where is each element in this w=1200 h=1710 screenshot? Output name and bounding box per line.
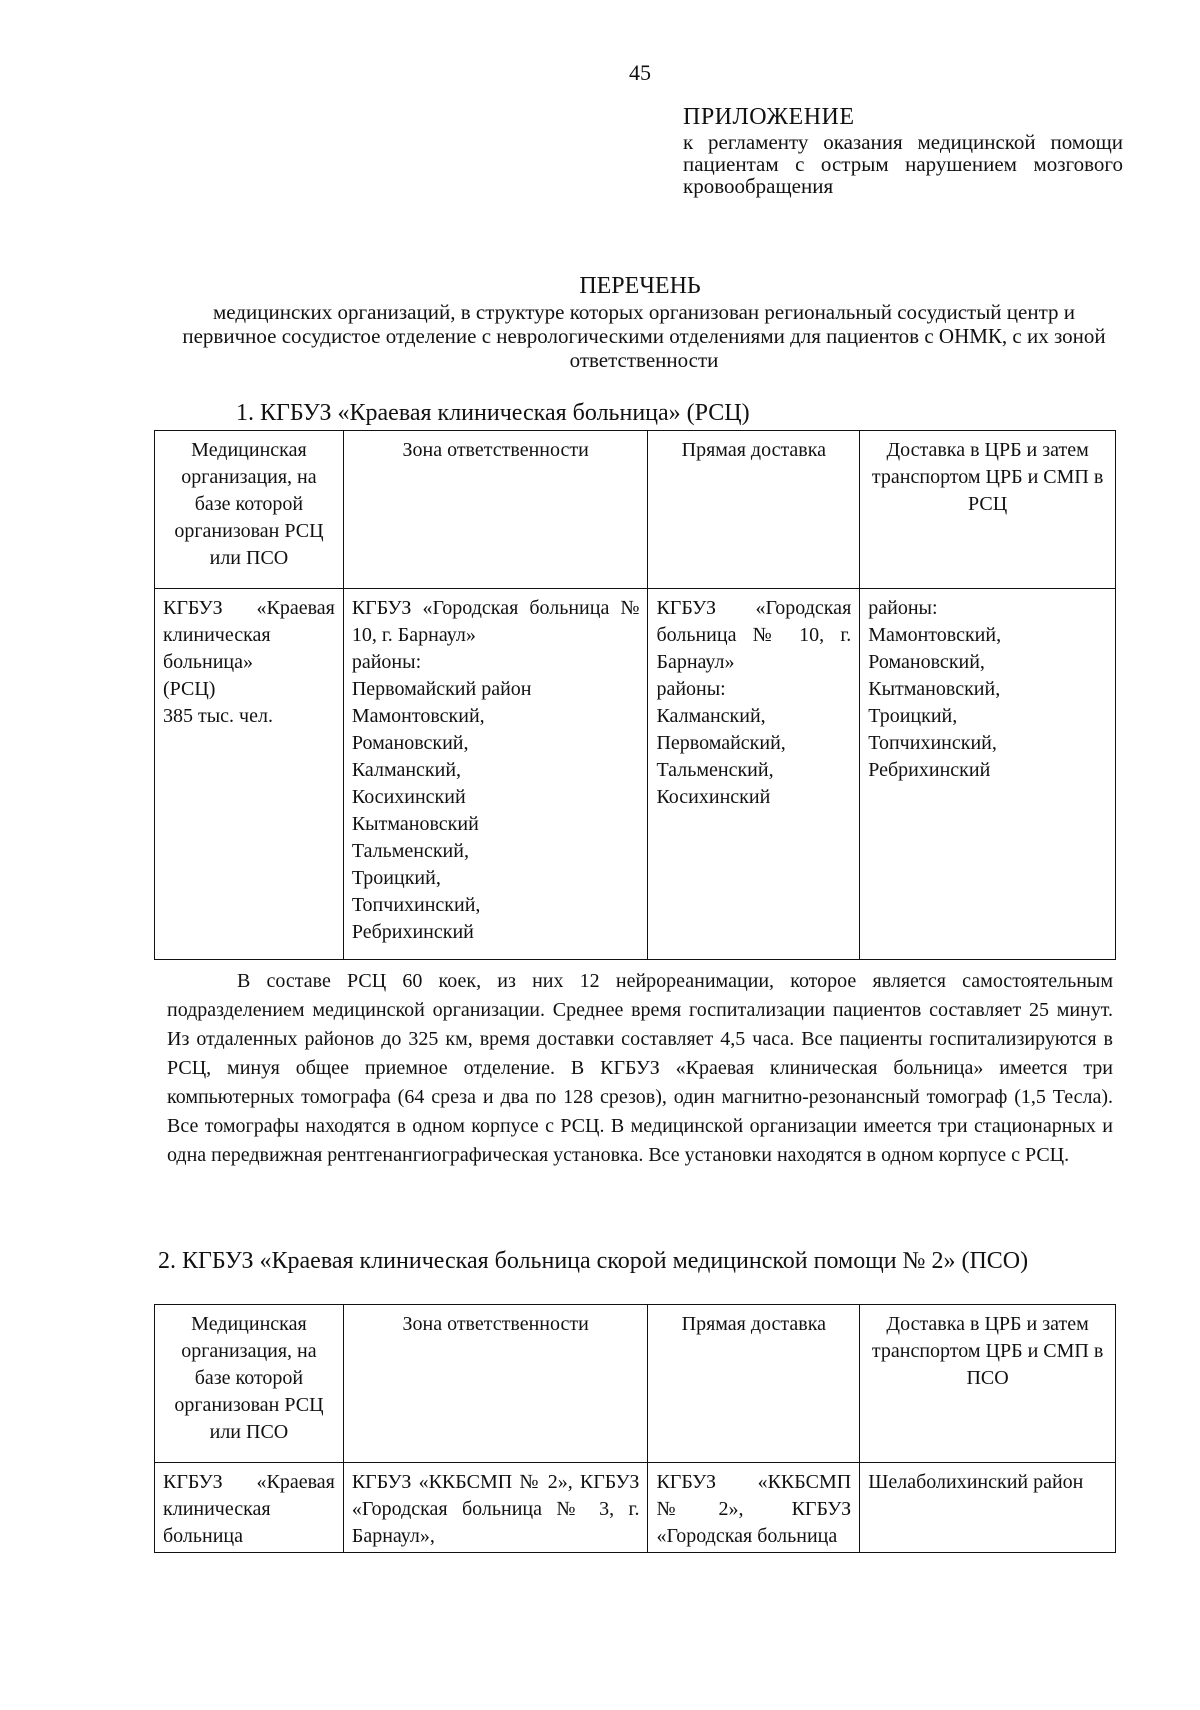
- appendix-text: к регламенту оказания медицинской помощи пациентам с острым нарушением мозгового кровообращения: [683, 130, 1123, 198]
- list-heading: ПЕРЕЧЕНЬ: [579, 273, 701, 299]
- cell-line: Троицкий,: [868, 705, 958, 727]
- cell-line: (РСЦ): [163, 678, 216, 700]
- cell-line: Первомайский район: [351, 678, 532, 700]
- table-header-row: [155, 1305, 1116, 1463]
- cell-line: Романовский,: [351, 732, 469, 754]
- section1-table: [154, 430, 1116, 960]
- cell-line: КГБУЗ «Городская больница № 10, г. Барнаул»: [351, 597, 640, 646]
- cell-line: Мамонтовский,: [351, 705, 485, 727]
- cell-line: Косихинский: [351, 786, 466, 808]
- header-cell-direct: Прямая доставка: [648, 1305, 860, 1463]
- cell-line: Косихинский: [656, 786, 771, 808]
- cell-line: 385 тыс. чел.: [163, 705, 273, 727]
- cell-line: районы:: [656, 678, 726, 700]
- table-row: [155, 589, 1116, 960]
- appendix-title: ПРИЛОЖЕНИЕ: [683, 104, 855, 130]
- section1-title: 1. КГБУЗ «Краевая клиническая больница» (РСЦ): [236, 400, 750, 426]
- appendix-block: [683, 104, 1123, 197]
- header-cell-zone: Зона ответственности: [343, 1305, 648, 1463]
- cell-line: Калманский,: [656, 705, 766, 727]
- cell-line: Тальменский,: [351, 840, 469, 862]
- org-cell: [155, 589, 344, 960]
- page-number: 45: [629, 60, 651, 85]
- cell-line: КГБУЗ «Краевая клиническая больница»: [163, 597, 335, 673]
- cell-line: Калманский,: [351, 759, 462, 781]
- section2-table: [154, 1304, 1116, 1553]
- zone-cell: КГБУЗ «ККБСМП № 2», КГБУЗ «Городская больница № 3, г. Барнаул»,: [343, 1463, 648, 1553]
- cell-line: Ребрихинский: [351, 921, 474, 943]
- table-row: [155, 1463, 1116, 1553]
- header-cell-org: Медицинская организация, на базе которой организован РСЦ или ПСО: [155, 431, 344, 589]
- cell-line: районы:: [351, 651, 422, 673]
- header-cell-direct: Прямая доставка: [648, 431, 860, 589]
- direct-cell: [648, 589, 860, 960]
- header-cell-zone: Зона ответственности: [343, 431, 648, 589]
- table-header-row: [155, 431, 1116, 589]
- section2-title: 2. КГБУЗ «Краевая клиническая больница скорой медицинской помощи № 2» (ПСО): [158, 1248, 1029, 1274]
- crb-cell: Шелаболихинский район: [860, 1463, 1116, 1553]
- org-cell: КГБУЗ «Краевая клиническая больница: [155, 1463, 344, 1553]
- header-cell-crb: Доставка в ЦРБ и затем транспортом ЦРБ и СМП в РСЦ: [860, 431, 1116, 589]
- cell-line: Тальменский,: [656, 759, 774, 781]
- cell-line: Мамонтовский,: [868, 624, 1002, 646]
- cell-line: Кытмановский: [351, 813, 479, 835]
- cell-line: Троицкий,: [351, 867, 441, 889]
- cell-line: Ребрихинский: [868, 759, 991, 781]
- header-cell-crb: Доставка в ЦРБ и затем транспортом ЦРБ и СМП в ПСО: [860, 1305, 1116, 1463]
- cell-line: КГБУЗ «Городская больница № 10, г. Барнаул»: [656, 597, 852, 673]
- cell-line: районы:: [868, 597, 938, 619]
- cell-line: Топчихинский,: [868, 732, 997, 754]
- list-subtitle: медицинских организаций, в структуре которых организован региональный сосудистый центр и первичное сосудистое отделение с неврологическими отделениями для пациентов с ОНМК, с их зоной ответственности: [182, 300, 1106, 372]
- cell-line: Кытмановский,: [868, 678, 1001, 700]
- crb-cell: [860, 589, 1116, 960]
- cell-line: Романовский,: [868, 651, 985, 673]
- cell-line: Топчихинский,: [351, 894, 481, 916]
- direct-cell: КГБУЗ «ККБСМП №2», КГБУЗ «Городская больница: [648, 1463, 860, 1553]
- cell-line: Первомайский,: [656, 732, 786, 754]
- header-cell-org: Медицинская организация, на базе которой организован РСЦ или ПСО: [155, 1305, 344, 1463]
- zone-cell: [343, 589, 648, 960]
- section1-paragraph: В составе РСЦ 60 коек, из них 12 нейрореанимации, которое является самостоятельным подразделением медицинской организации. Среднее время госпитализации пациентов составляет 25 минут. Из отдаленных районов до 325 км, время доставки составляет 4,5 часа. Все пациенты госпитализируются в РСЦ, минуя общее приемное отделение. В КГБУЗ «Краевая клиническая больница» имеется три компьютерных томографа (64 среза и два по 128 срезов), один магнитно-резонансный томограф (1,5 Тесла). Все томографы находятся в одном корпусе с РСЦ. В медицинской организации имеется три стационарных и одна передвижная рентгенангиографическая установка. Все установки находятся в одном корпусе с РСЦ.: [167, 970, 1113, 1166]
